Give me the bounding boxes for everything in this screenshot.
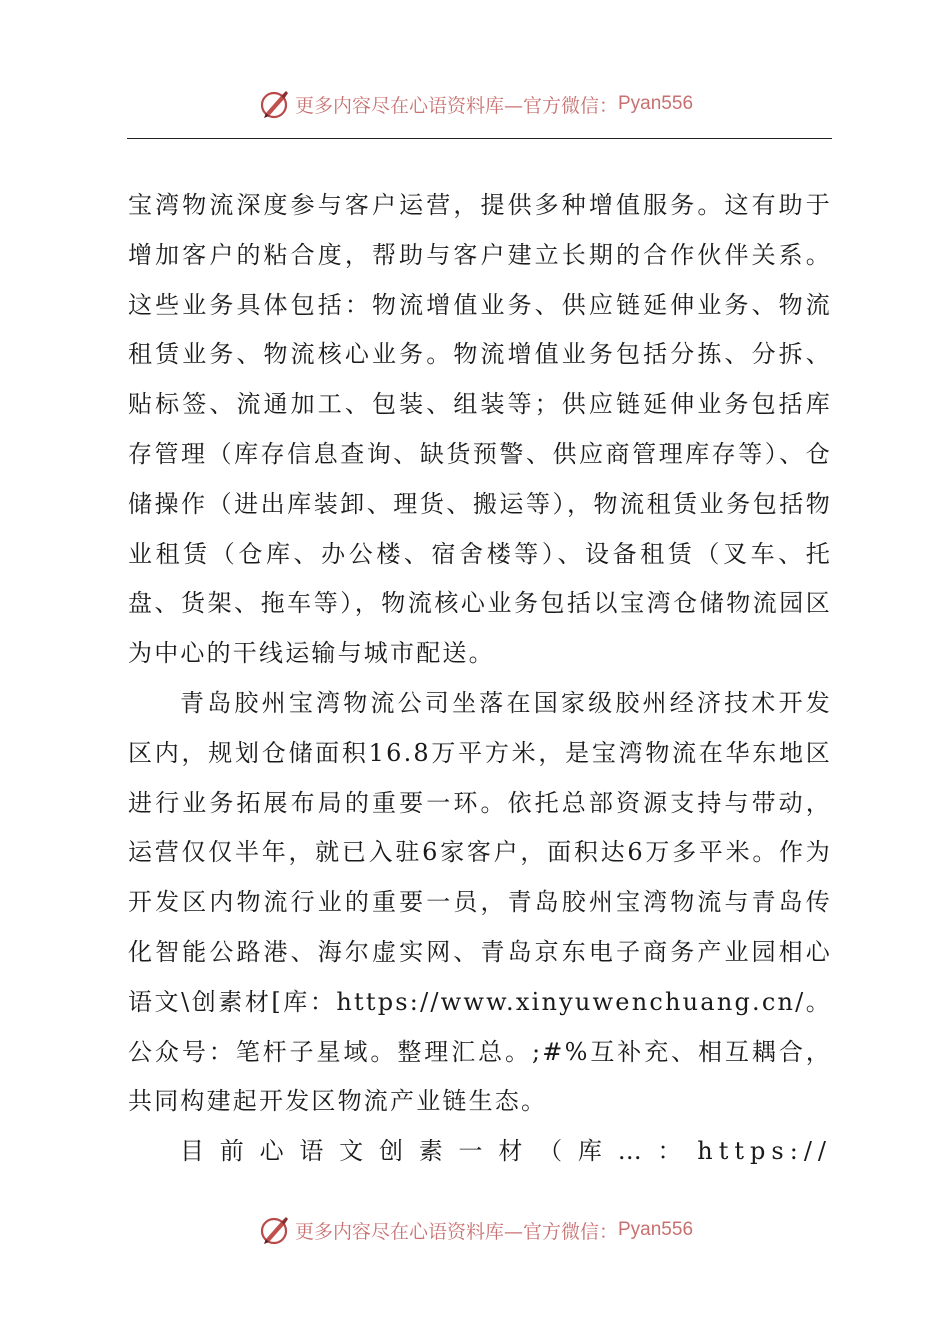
- pen-logo-icon: [257, 87, 291, 121]
- pen-logo-icon: [257, 1213, 291, 1247]
- paragraph-3: 目前心语文创素一材（库…：https://: [180, 1137, 832, 1166]
- footer-wechat-id: Pyan556: [618, 1219, 694, 1240]
- header-banner: [0, 82, 950, 126]
- paragraph-2: 青岛胶州宝湾物流公司坐落在国家级胶州经济技术开发区内，规划仓储面积16.8万平方米，是宝湾物流在华东地区进行业务拓展布局的重要一环。依托总部资源支持与带动，运营仅仅半年，就已入驻6家客户，面积达6万多平米。作为开发区内物流行业的重要一员，青岛胶州宝湾物流与青岛传化智能公路港、海尔虚实网、青岛京东电子商务产业园相心语文\创素材[库：https://www.xinyuwenchuang.cn/。公众号：笔杆子星域。整理汇总。;#%互补充、相互耦合，共同构建起开发区物流产业链生态。: [128, 688, 832, 1116]
- header-banner-text: 更多内容尽在心语资料库—官方微信：: [294, 94, 618, 117]
- document-body: [128, 181, 832, 1177]
- header-divider: [127, 138, 832, 139]
- footer-banner: [0, 1208, 950, 1252]
- paragraph-1: 宝湾物流深度参与客户运营，提供多种增值服务。这有助于增加客户的粘合度，帮助与客户建立长期的合作伙伴关系。这些业务具体包括：物流增值业务、供应链延伸业务、物流租赁业务、物流核心业务。物流增值业务包括分拣、分拆、贴标签、流通加工、包装、组装等；供应链延伸业务包括库存管理（库存信息查询、缺货预警、供应商管理库存等）、仓储操作（进出库装卸、理货、搬运等），物流租赁业务包括物业租赁（仓库、办公楼、宿舍楼等）、设备租赁（叉车、托盘、货架、拖车等），物流核心业务包括以宝湾仓储物流园区为中心的干线运输与城市配送。: [128, 191, 832, 668]
- header-wechat-id: Pyan556: [618, 93, 694, 114]
- footer-banner-text: 更多内容尽在心语资料库—官方微信：: [294, 1220, 618, 1243]
